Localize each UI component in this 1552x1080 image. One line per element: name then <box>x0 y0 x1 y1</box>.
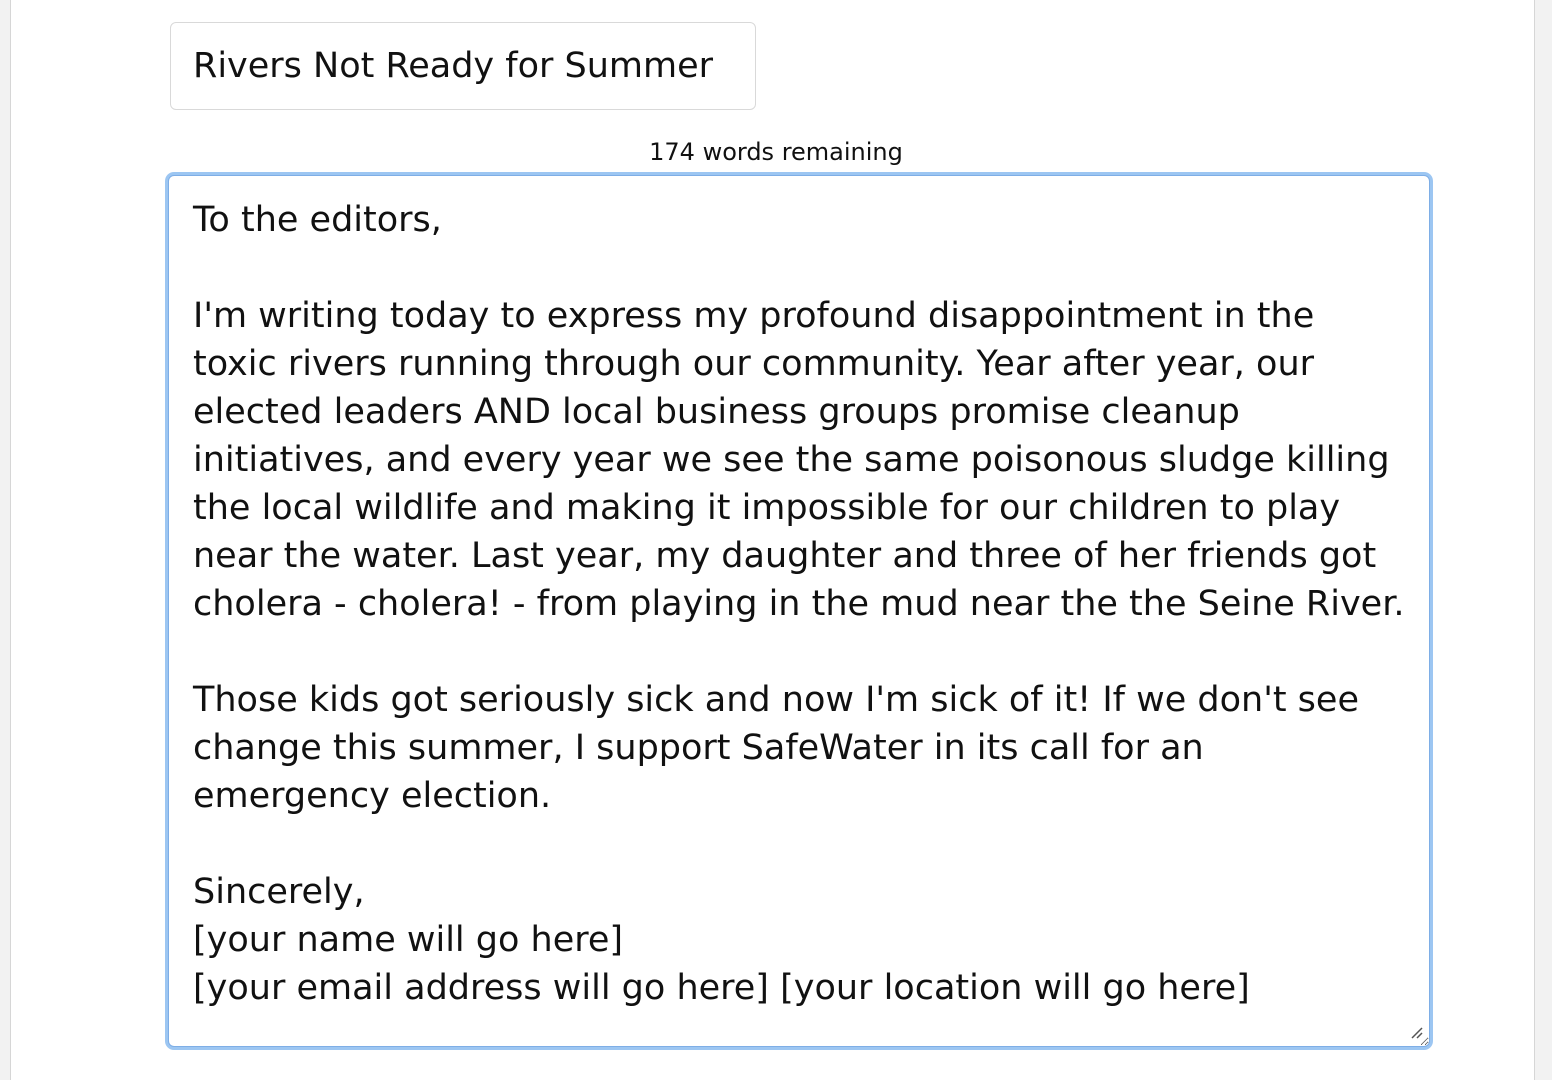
letter-title-input[interactable] <box>170 22 756 110</box>
letter-body-textarea[interactable] <box>168 175 1430 1047</box>
resize-grip-icon[interactable] <box>1408 1024 1424 1040</box>
word-count-remaining: 174 words remaining <box>649 138 903 166</box>
